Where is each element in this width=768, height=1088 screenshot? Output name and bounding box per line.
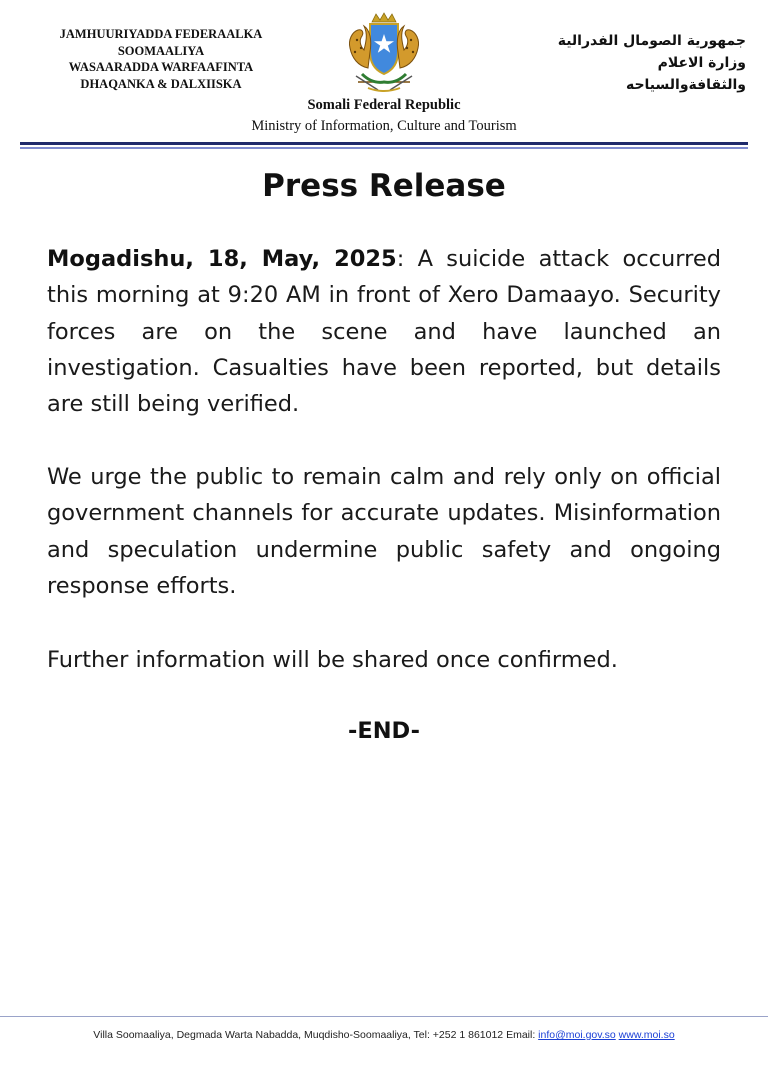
header-right-line: وزارة الاعلام — [657, 55, 746, 71]
header-right-line: والثقافةوالسياحه — [625, 77, 746, 93]
dateline: Mogadishu, 18, May, 2025 — [47, 246, 397, 272]
header-right-arabic — [516, 30, 746, 96]
republic-name: Somali Federal Republic — [307, 97, 461, 113]
paragraph-1 — [47, 241, 721, 422]
ministry-name: Ministry of Information, Culture and Tourism — [251, 118, 517, 134]
header-left-line: WASAARADDA WARFAAFINTA — [68, 60, 254, 74]
header-divider-light — [20, 147, 748, 149]
somalia-coat-of-arms-icon — [328, 12, 440, 96]
paragraph-1-text: : A suicide attack occurred this morning at 9:20 AM in front of Xero Damaayo. Security forces are on the scene and have launched an investigation. Casualties have been reported, but details are still being verified. — [47, 246, 722, 418]
footer-divider — [0, 1016, 768, 1017]
header-left-line: SOOMAALIYA — [117, 43, 205, 58]
coat-of-arms-emblem — [328, 12, 440, 96]
header-right-line: جمهورية الصومال الفدرالية — [557, 33, 746, 49]
footer — [0, 1029, 768, 1041]
footer-address: Villa Soomaaliya, Degmada Warta Nabadda, Muqdisho-Soomaaliya, Tel: +252 1 861012 Email: — [93, 1029, 539, 1041]
paragraph-2: We urge the public to remain calm and rely only on official government channels for accurate updates. Misinformation and speculation undermine public safety and ongoing response efforts. — [47, 464, 721, 599]
header-divider-dark — [20, 142, 748, 145]
footer-email-link[interactable]: info@moi.gov.so — [538, 1029, 616, 1041]
header-left-line: DHAQANKA & DALXIISKA — [80, 76, 242, 91]
header-left-somali — [30, 26, 292, 92]
paragraph-3: Further information will be shared once confirmed. — [47, 647, 618, 673]
header-left-line: JAMHUURIYADDA FEDERAALKA — [59, 27, 263, 41]
end-marker: -END- — [348, 718, 420, 744]
page-title: Press Release — [262, 168, 506, 204]
footer-website-link[interactable]: www.moi.so — [618, 1029, 675, 1041]
